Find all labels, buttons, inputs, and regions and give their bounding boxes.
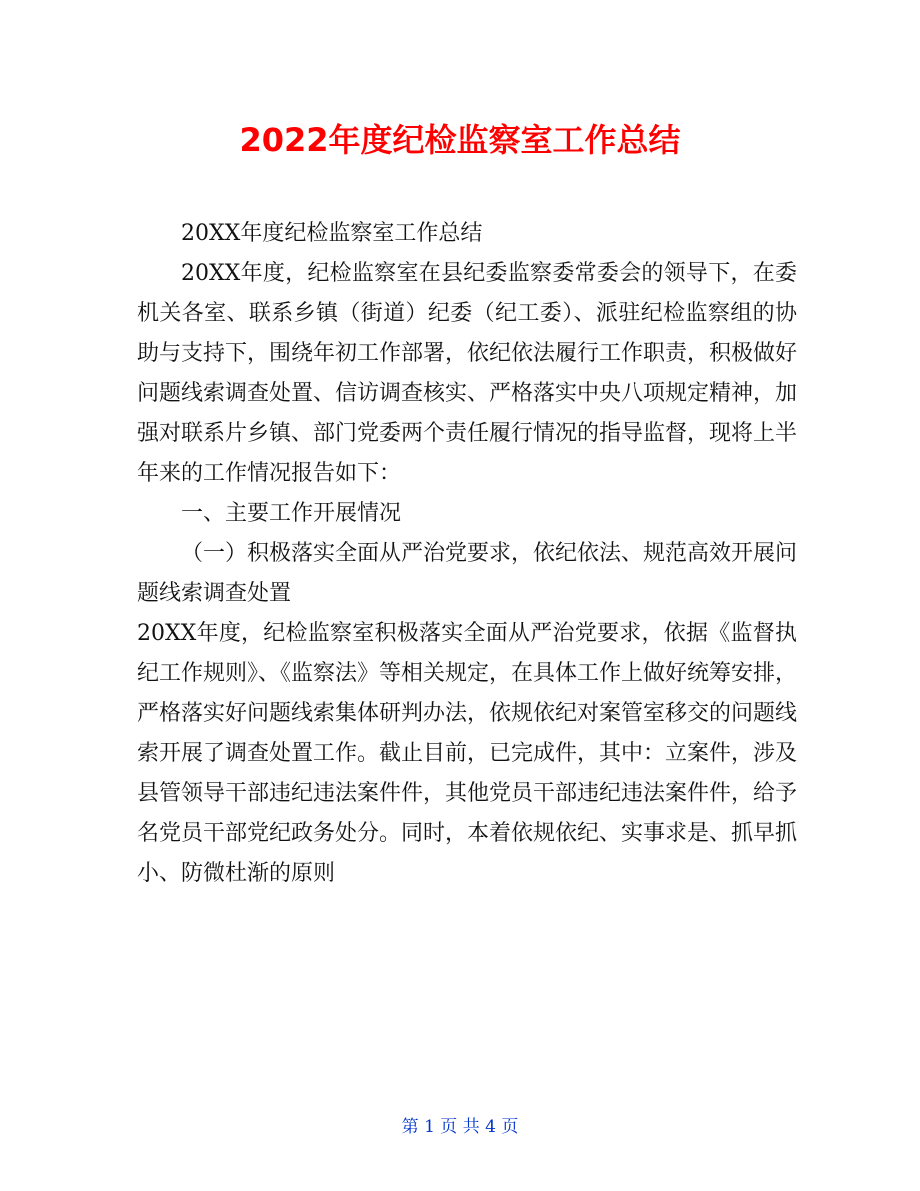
body-paragraph-intro: 20XX年度，纪检监察室在县纪委监察委常委会的领导下，在委机关各室、联系乡镇（街道）纪委（纪工委）、派驻纪检监察组的协助与支持下，围绕年初工作部署，依纪依法履行工作职责，积极做好问题线索调查处置、信访调查核实、严格落实中央八项规定精神，加强对联系片乡镇、部门党委两个责任履行情况的指导监督，现将上半年来的工作情况报告如下：: [137, 261, 798, 486]
body-paragraph-details: 20XX年度，纪检监察室积极落实全面从严治党要求，依据《监督执纪工作规则》、《监察法》等相关规定，在具体工作上做好统筹安排，严格落实好问题线索集体研判办法，依规依纪对案管室移交的问题线索开展了调查处置工作。截止目前，已完成件，其中：立案件，涉及县管领导干部违纪违法案件件，其他党员干部违纪违法案件件，给予名党员干部党纪政务处分。同时，本着依规依纪、实事求是、抓早抓小、防微杜渐的原则: [137, 621, 798, 886]
section-heading: 一、主要工作开展情况: [181, 501, 402, 526]
subsection-heading: （一）积极落实全面从严治党要求，依纪依法、规范高效开展问题线索调查处置: [137, 541, 798, 606]
document-title: 2022年度纪检监察室工作总结: [239, 121, 681, 159]
page-number-footer: 第 1 页 共 4 页: [401, 1117, 519, 1137]
document-body: [137, 214, 797, 894]
body-paragraph-subtitle: 20XX年度纪检监察室工作总结: [181, 221, 483, 246]
